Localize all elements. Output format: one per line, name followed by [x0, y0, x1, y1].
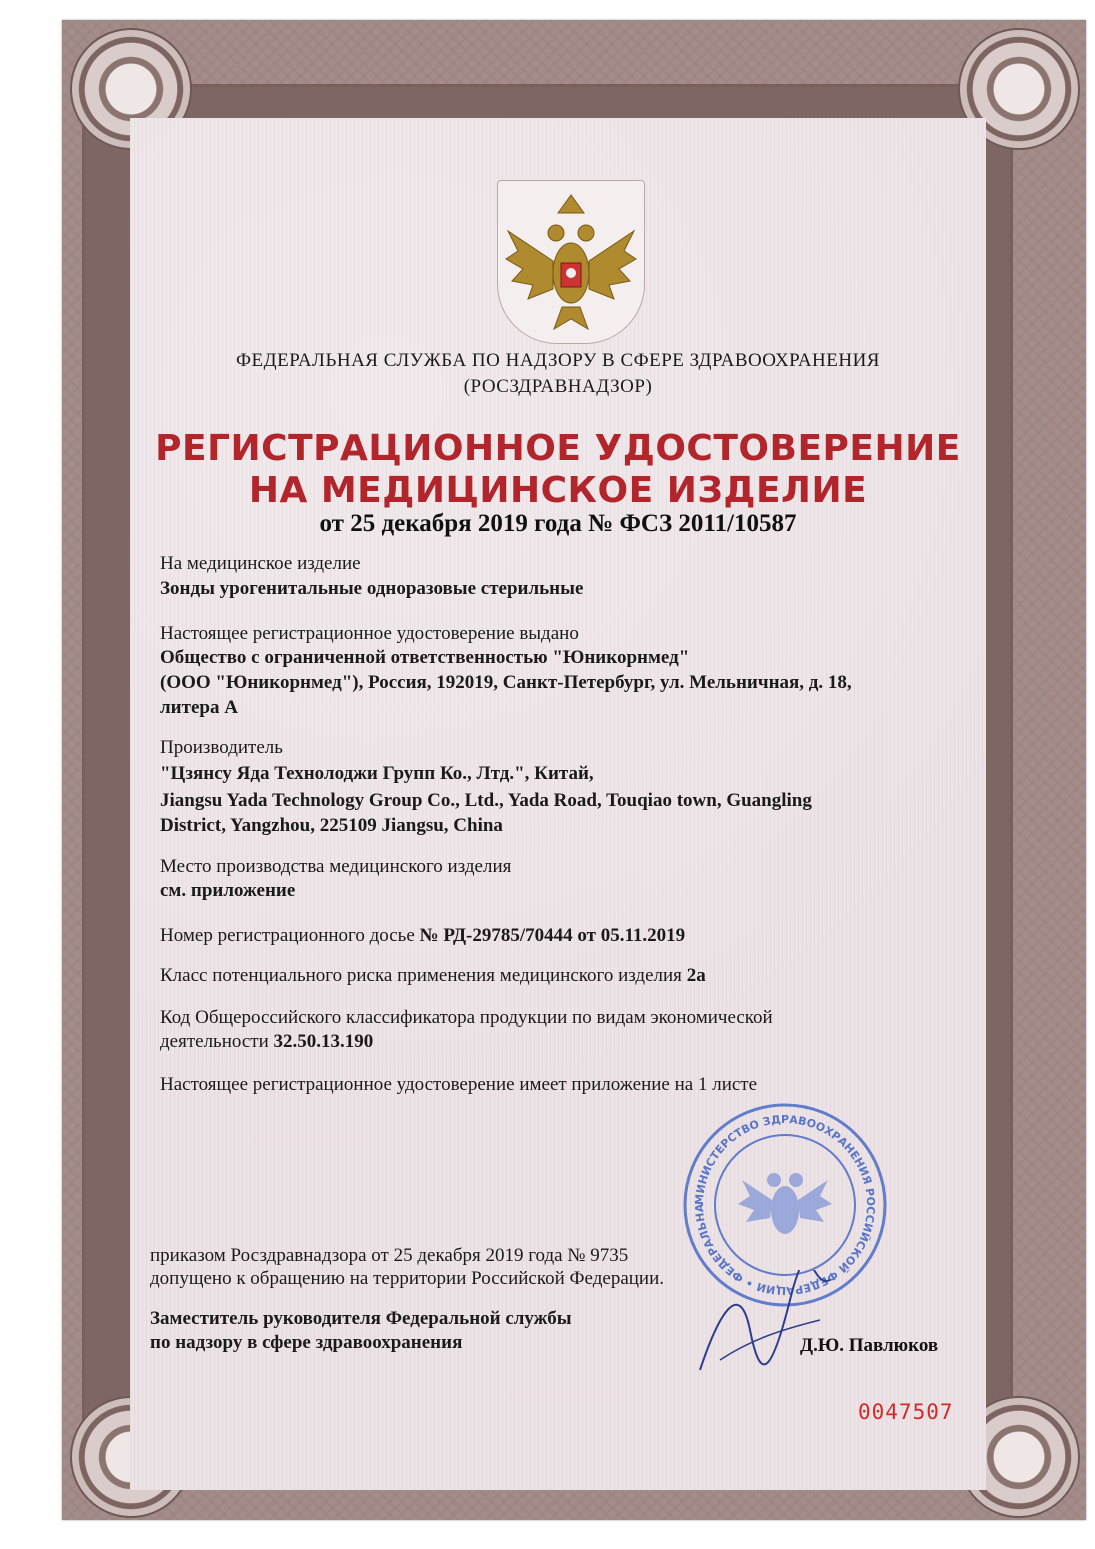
serial-number: 0047507	[858, 1400, 954, 1424]
manufacturer-label: Производитель	[160, 737, 283, 758]
manufacturer-address: District, Yangzhou, 225109 Jiangsu, China	[160, 815, 503, 836]
product-label: На медицинское изделие	[160, 553, 361, 574]
document-number: от 25 декабря 2019 года № ФСЗ 2011/10587	[319, 510, 797, 537]
product-name: Зонды урогенитальные одноразовые стерильные	[160, 578, 584, 599]
dossier-value: № РД-29785/70444 от 05.11.2019	[419, 925, 686, 946]
holder-name: Общество с ограниченной ответственностью "Юникорнмед"	[160, 647, 690, 668]
document-title: РЕГИСТРАЦИОННОЕ УДОСТОВЕРЕНИЕ	[155, 428, 961, 469]
agency-abbreviation: (РОСЗДРАВНАДЗОР)	[463, 376, 653, 397]
signatory-name: Д.Ю. Павлюков	[800, 1335, 939, 1356]
holder-label: Настоящее регистрационное удостоверение выдано	[160, 623, 579, 644]
okpd-row	[160, 1030, 980, 1054]
coat-of-arms-icon	[497, 180, 645, 344]
svg-text:МИНИСТЕРСТВО ЗДРАВООХРАНЕНИЯ Р: МИНИСТЕРСТВО ЗДРАВООХРАНЕНИЯ РОССИЙСКОЙ ФЕДЕРАЦИИ • ФЕДЕРАЛЬНА	[692, 1112, 878, 1298]
okpd-label: Код Общероссийского классификатора продукции по видам экономической	[160, 1007, 773, 1028]
handwritten-signature	[690, 1270, 840, 1390]
holder-address-cont: литера А	[160, 697, 238, 718]
document-title-line2: НА МЕДИЦИНСКОЕ ИЗДЕЛИЕ	[248, 470, 868, 511]
appendix-note: Настоящее регистрационное удостоверение имеет приложение на 1 листе	[160, 1074, 758, 1095]
manufacturer-name-en: Jiangsu Yada Technology Group Co., Ltd., Yada Road, Touqiao town, Guangling	[160, 790, 812, 811]
risk-class-value: 2а	[686, 965, 706, 986]
okpd-label-cont: деятельности	[160, 1031, 269, 1052]
risk-class-row	[160, 964, 980, 988]
holder-address: (ООО "Юникорнмед"), Россия, 192019, Санкт-Петербург, ул. Мельничная, д. 18,	[160, 672, 852, 693]
agency-name: ФЕДЕРАЛЬНАЯ СЛУЖБА ПО НАДЗОРУ В СФЕРЕ ЗДРАВООХРАНЕНИЯ	[236, 350, 880, 371]
signatory-position: Заместитель руководителя Федеральной службы	[150, 1308, 572, 1329]
signatory-position-cont: по надзору в сфере здравоохранения	[150, 1332, 463, 1353]
order-text-cont: допущено к обращению на территории Российской Федерации.	[150, 1268, 665, 1289]
okpd-value: 32.50.13.190	[273, 1031, 374, 1052]
risk-class-label: Класс потенциального риска применения медицинского изделия	[160, 965, 682, 986]
order-text: приказом Росздравнадзора от 25 декабря 2019 года № 9735	[150, 1245, 629, 1266]
manufacturer-name-ru: "Цзянсу Яда Технолоджи Групп Ко., Лтд.", Китай,	[160, 763, 594, 784]
production-site-label: Место производства медицинского изделия	[160, 856, 512, 877]
dossier-row	[160, 924, 980, 948]
production-site-value: см. приложение	[160, 880, 296, 901]
dossier-label: Номер регистрационного досье	[160, 925, 415, 946]
